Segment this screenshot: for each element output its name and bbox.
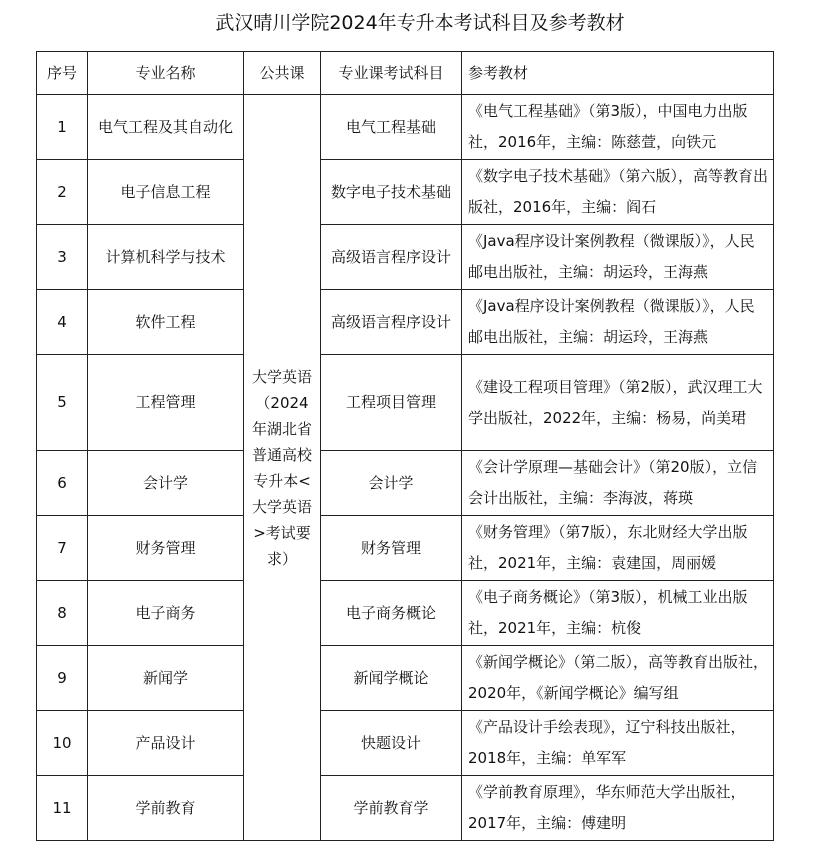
table-row <box>37 516 774 581</box>
row-number: 3 <box>37 225 88 290</box>
major-name: 工程管理 <box>88 355 244 451</box>
table-row <box>37 225 774 290</box>
table-row <box>37 451 774 516</box>
exam-subjects-table <box>36 51 774 841</box>
major-name: 软件工程 <box>88 290 244 355</box>
table-row <box>37 95 774 160</box>
major-name: 财务管理 <box>88 516 244 581</box>
header-exam-subject: 专业课考试科目 <box>321 52 462 95</box>
major-name: 学前教育 <box>88 776 244 841</box>
table-row <box>37 776 774 841</box>
exam-subject: 财务管理 <box>321 516 462 581</box>
major-name: 会计学 <box>88 451 244 516</box>
table-row <box>37 711 774 776</box>
exam-subject: 会计学 <box>321 451 462 516</box>
major-name: 新闻学 <box>88 646 244 711</box>
exam-subject: 电气工程基础 <box>321 95 462 160</box>
reference-book: 《数字电子技术基础》（第六版），高等教育出版社，2016年，主编：阎石 <box>462 160 774 225</box>
row-number: 6 <box>37 451 88 516</box>
major-name: 产品设计 <box>88 711 244 776</box>
header-reference: 参考教材 <box>462 52 774 95</box>
row-number: 5 <box>37 355 88 451</box>
row-number: 7 <box>37 516 88 581</box>
reference-book: 《Java程序设计案例教程（微课版）》，人民邮电出版社，主编：胡运玲，王海燕 <box>462 290 774 355</box>
exam-subject: 电子商务概论 <box>321 581 462 646</box>
reference-book: 《产品设计手绘表现》，辽宁科技出版社，2018年，主编：单军军 <box>462 711 774 776</box>
reference-book: 《建设工程项目管理》（第2版），武汉理工大学出版社，2022年，主编：杨易，尚美珺 <box>462 355 774 451</box>
row-number: 11 <box>37 776 88 841</box>
reference-book: 《电子商务概论》（第3版），机械工业出版社，2021年，主编：杭俊 <box>462 581 774 646</box>
reference-book: 《电气工程基础》（第3版），中国电力出版社，2016年，主编：陈慈萱，向铁元 <box>462 95 774 160</box>
public-course: 大学英语（2024年湖北省普通高校专升本<大学英语>考试要求） <box>244 95 321 841</box>
row-number: 4 <box>37 290 88 355</box>
exam-subject: 高级语言程序设计 <box>321 290 462 355</box>
table-row <box>37 355 774 451</box>
header-number: 序号 <box>37 52 88 95</box>
exam-subject: 快题设计 <box>321 711 462 776</box>
reference-book: 《新闻学概论》（第二版），高等教育出版社，2020年，《新闻学概论》编写组 <box>462 646 774 711</box>
table-row <box>37 646 774 711</box>
table-header-row <box>37 52 774 95</box>
reference-book: 《财务管理》（第7版），东北财经大学出版社，2021年，主编：袁建国，周丽媛 <box>462 516 774 581</box>
exam-subject: 学前教育学 <box>321 776 462 841</box>
row-number: 9 <box>37 646 88 711</box>
reference-book: 《学前教育原理》，华东师范大学出版社，2017年，主编：傅建明 <box>462 776 774 841</box>
reference-book: 《Java程序设计案例教程（微课版）》，人民邮电出版社，主编：胡运玲，王海燕 <box>462 225 774 290</box>
table-row <box>37 581 774 646</box>
page-title: 武汉晴川学院2024年专升本考试科目及参考教材 <box>215 12 625 34</box>
major-name: 电子信息工程 <box>88 160 244 225</box>
table-row <box>37 160 774 225</box>
header-public-course: 公共课 <box>244 52 321 95</box>
exam-subject: 工程项目管理 <box>321 355 462 451</box>
exam-subject: 新闻学概论 <box>321 646 462 711</box>
exam-subject: 数字电子技术基础 <box>321 160 462 225</box>
row-number: 2 <box>37 160 88 225</box>
row-number: 10 <box>37 711 88 776</box>
major-name: 计算机科学与技术 <box>88 225 244 290</box>
major-name: 电子商务 <box>88 581 244 646</box>
reference-book: 《会计学原理—基础会计》（第20版），立信会计出版社，主编：李海波，蒋瑛 <box>462 451 774 516</box>
major-name: 电气工程及其自动化 <box>88 95 244 160</box>
table-row <box>37 290 774 355</box>
row-number: 1 <box>37 95 88 160</box>
exam-subject: 高级语言程序设计 <box>321 225 462 290</box>
row-number: 8 <box>37 581 88 646</box>
header-major: 专业名称 <box>88 52 244 95</box>
